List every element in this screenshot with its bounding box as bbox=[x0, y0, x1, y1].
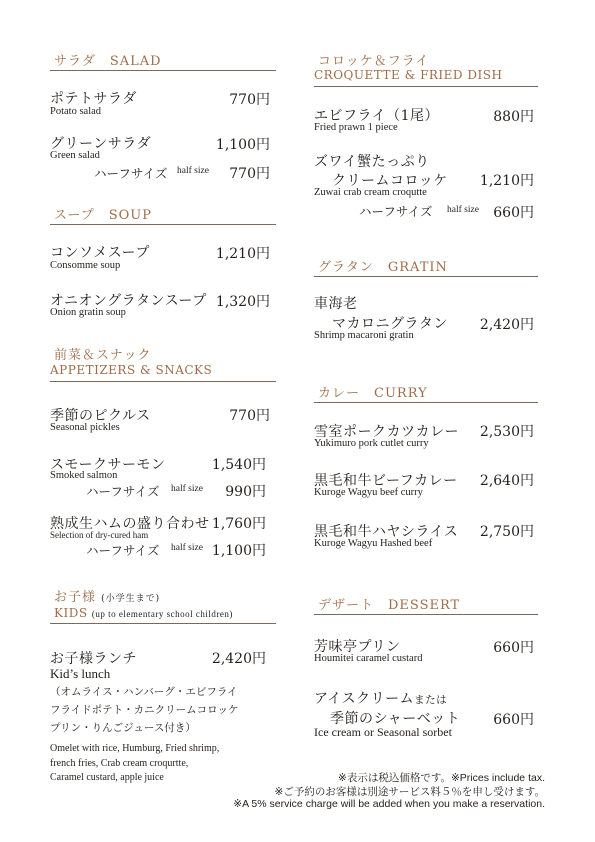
menu-item-price: 2,420円 bbox=[211, 651, 266, 667]
menu-item-english: Kid’s lunch bbox=[50, 666, 111, 681]
menu-item-name-line2: 季節のシャーベット bbox=[330, 711, 461, 727]
half-size-english: half size bbox=[171, 484, 203, 494]
kids-heading-en-text: KIDS bbox=[54, 606, 88, 620]
menu-item-price: 1,210円 bbox=[479, 173, 534, 189]
menu-item-name: 黒毛和牛ビーフカレー bbox=[314, 473, 458, 489]
reservation-note-jp: ※ご予約のお客様は別途サービス料５％を申し受けます。 bbox=[274, 786, 545, 798]
menu-item-price: 1,100円 bbox=[215, 137, 270, 153]
menu-item-name-line2: クリームコロッケ bbox=[332, 173, 448, 189]
curry-heading: カレー CURRY bbox=[318, 386, 428, 401]
menu-item-english: Potato salad bbox=[50, 106, 102, 117]
half-size-price: 1,100円 bbox=[211, 543, 266, 559]
menu-item-name-line1: 車海老 bbox=[314, 296, 358, 312]
half-size-label: ハーフサイズ bbox=[359, 204, 433, 219]
menu-item-english: Fried prawn 1 piece bbox=[314, 122, 398, 133]
salad-heading: サラダ SALAD bbox=[54, 54, 162, 69]
menu-item-price: 1,760円 bbox=[211, 516, 266, 532]
menu-item-price: 880円 bbox=[493, 109, 534, 125]
kids-heading-jp-text: お子様 bbox=[54, 590, 97, 605]
menu-item-price: 770円 bbox=[229, 92, 270, 108]
menu-item-name: 季節のピクルス bbox=[50, 408, 151, 424]
dessert-rule bbox=[314, 614, 538, 615]
menu-item-english: Consomme soup bbox=[50, 260, 121, 271]
half-size-english: half size bbox=[171, 543, 203, 553]
menu-item-price: 770円 bbox=[229, 408, 270, 424]
menu-item-english: Kuroge Wagyu beef curry bbox=[314, 487, 423, 498]
menu-item-english: Onion gratin soup bbox=[50, 307, 126, 318]
menu-item-name-part: アイスクリーム bbox=[314, 691, 415, 707]
menu-item-name: お子様ランチ bbox=[50, 651, 137, 667]
kids-description-en bbox=[50, 742, 219, 786]
half-size-english: half size bbox=[177, 166, 209, 176]
menu-item-name: スモークサーモン bbox=[50, 457, 166, 473]
menu-item-price: 2,750円 bbox=[479, 524, 534, 540]
kids-description-line: Omelet with rice, Humburg, Fried shrimp, bbox=[50, 743, 220, 754]
kids-heading-jp bbox=[54, 586, 160, 605]
menu-item-name: 雪室ポークカツカレー bbox=[314, 424, 459, 440]
menu-item-name-line1 bbox=[314, 688, 447, 708]
appetizers-heading-jp: 前菜＆スナック bbox=[54, 348, 152, 363]
half-size-label: ハーフサイズ bbox=[86, 543, 160, 558]
soup-rule bbox=[50, 224, 276, 225]
menu-item-price: 2,420円 bbox=[479, 317, 534, 333]
menu-item-price: 1,320円 bbox=[215, 294, 270, 310]
menu-item-english: Smoked salmon bbox=[50, 470, 118, 481]
menu-item-name: 黒毛和牛ハヤシライス bbox=[314, 524, 459, 540]
menu-item-name: 熟成生ハムの盛り合わせ bbox=[50, 516, 210, 532]
kids-description-line: プリン・りんごジュース付き） bbox=[50, 722, 196, 734]
half-size-price: 660円 bbox=[493, 205, 534, 221]
menu-item-english: Selection of dry-cured ham bbox=[50, 530, 149, 540]
curry-rule bbox=[314, 402, 538, 403]
kids-description-jp bbox=[50, 683, 238, 737]
menu-item-price: 2,530円 bbox=[479, 424, 534, 440]
salad-rule bbox=[50, 70, 276, 71]
menu-item-name: 芳味亭プリン bbox=[314, 639, 401, 655]
menu-item-name-or: または bbox=[414, 694, 448, 706]
half-size-label: ハーフサイズ bbox=[94, 166, 168, 181]
menu-item-english: Green salad bbox=[50, 150, 100, 161]
kids-description-line: （オムライス・ハンバーグ・エビフライ bbox=[50, 686, 238, 698]
reservation-note-en: ※A 5% service charge will be added when you make a reservation. bbox=[233, 798, 545, 810]
menu-item-english: Ice cream or Seasonal sorbet bbox=[314, 725, 452, 739]
half-size-price: 770円 bbox=[229, 166, 270, 182]
menu-item-name-line2: マカロニグラタン bbox=[332, 316, 448, 332]
menu-item-price: 2,640円 bbox=[479, 473, 534, 489]
half-size-label: ハーフサイズ bbox=[86, 484, 160, 499]
menu-item-name: エビフライ（1尾） bbox=[314, 108, 439, 124]
croquette-heading-jp: コロッケ＆フライ bbox=[318, 54, 430, 69]
menu-item-price: 1,210円 bbox=[215, 246, 270, 262]
appetizers-heading-en: APPETIZERS & SNACKS bbox=[50, 363, 213, 377]
menu-item-name: グリーンサラダ bbox=[50, 136, 152, 152]
kids-description-line: french fries, Crab cream croqurtte, bbox=[50, 757, 189, 769]
kids-heading-jp-note: (小学生まで) bbox=[101, 594, 161, 604]
gratin-heading: グラタン GRATIN bbox=[318, 260, 448, 275]
appetizers-rule bbox=[50, 381, 276, 382]
soup-heading: スープ SOUP bbox=[54, 208, 152, 223]
menu-item-name: オニオングラタンスープ bbox=[50, 293, 207, 309]
kids-description-line: フライドポテト・カニクリームコロッケ bbox=[50, 704, 239, 716]
menu-item-name: ポテトサラダ bbox=[50, 91, 137, 107]
kids-description-line: Caramel custard, apple juice bbox=[50, 772, 164, 783]
half-size-price: 990円 bbox=[225, 484, 266, 500]
tax-note: ※表示は税込価格です。※Prices include tax. bbox=[338, 772, 545, 784]
dessert-heading: デザート DESSERT bbox=[318, 598, 461, 613]
menu-item-price: 1,540円 bbox=[211, 457, 266, 473]
croquette-rule bbox=[314, 86, 538, 87]
menu-item-english: Shrimp macaroni gratin bbox=[314, 330, 414, 341]
menu-item-name-line1: ズワイ蟹たっぷり bbox=[314, 154, 430, 170]
kids-rule bbox=[50, 623, 276, 624]
kids-heading-en bbox=[54, 606, 233, 620]
menu-item-english: Houmitei caramel custard bbox=[314, 653, 423, 664]
menu-item-english: Seasonal pickles bbox=[50, 422, 120, 433]
gratin-rule bbox=[314, 276, 538, 277]
menu-item-english: Zuwai crab cream croqutte bbox=[314, 187, 427, 198]
kids-heading-en-note: (up to elementary school children) bbox=[91, 609, 233, 619]
croquette-heading-en: CROQUETTE & FRIED DISH bbox=[314, 68, 503, 82]
menu-item-english: Yukimuro pork cutlet curry bbox=[314, 438, 429, 449]
menu-item-english: Kuroge Wagyu Hashed beef bbox=[314, 538, 433, 549]
menu-item-price: 660円 bbox=[493, 712, 534, 728]
menu-item-price: 660円 bbox=[493, 640, 534, 656]
menu-item-name: コンソメスープ bbox=[50, 245, 150, 261]
half-size-english: half size bbox=[447, 205, 479, 215]
